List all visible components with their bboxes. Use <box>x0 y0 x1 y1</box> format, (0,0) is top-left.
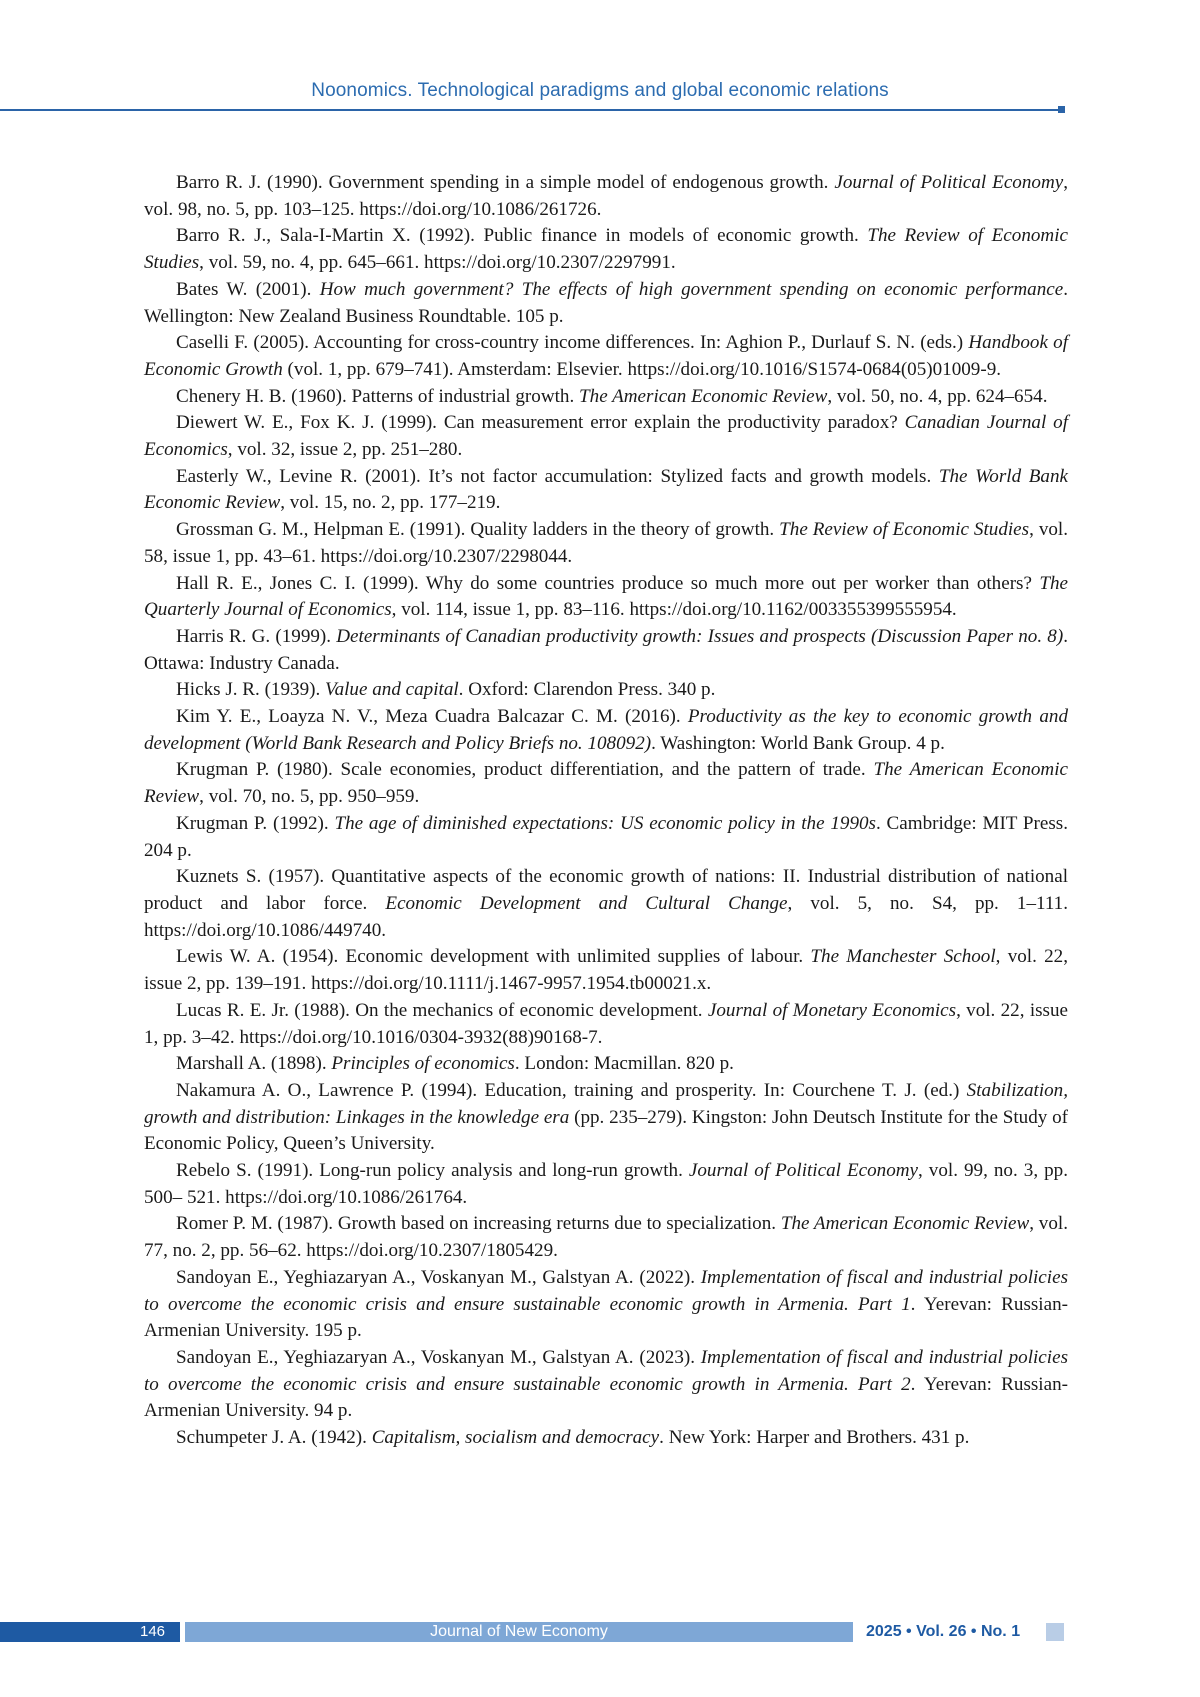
reference-entry <box>144 624 1068 677</box>
reference-text: . London: Macmillan. 820 p. <box>515 1053 734 1074</box>
reference-source-title: Value and capital <box>325 679 459 700</box>
reference-text: Schumpeter J. A. (1942). <box>176 1427 372 1448</box>
reference-entry <box>144 330 1068 383</box>
reference-list <box>144 170 1068 1452</box>
reference-text: , vol. 114, issue 1, pp. 83–116. https://doi.org/10.1162/003355399555954. <box>392 599 957 620</box>
reference-source-title: Determinants of Canadian productivity growth: Issues and prospects (Discussion Paper no. 8) <box>336 626 1063 647</box>
reference-source-title: Stabilization, growth and distribution: Linkages in the knowledge era <box>144 1080 1068 1128</box>
reference-entry <box>144 1078 1068 1158</box>
reference-text: Krugman P. (1992). <box>176 813 334 834</box>
reference-text: , vol. 59, no. 4, pp. 645–661. https://doi.org/10.2307/2297991. <box>199 252 675 273</box>
reference-entry <box>144 704 1068 757</box>
reference-source-title: The American Economic Review <box>144 759 1068 807</box>
reference-entry <box>144 864 1068 944</box>
reference-text: Hicks J. R. (1939). <box>176 679 325 700</box>
reference-source-title: The Review of Economic Studies <box>144 225 1068 273</box>
running-header-title: Noonomics. Technological paradigms and global economic relations <box>0 80 1200 102</box>
reference-entry <box>144 223 1068 276</box>
header-rule <box>0 109 1060 111</box>
header-rule-end-marker <box>1058 106 1065 113</box>
reference-text: Romer P. M. (1987). Growth based on increasing returns due to specialization. <box>176 1213 781 1234</box>
reference-text: Grossman G. M., Helpman E. (1991). Quality ladders in the theory of growth. <box>176 519 779 540</box>
reference-entry <box>144 1425 1068 1452</box>
reference-entry <box>144 517 1068 570</box>
reference-text: . Cambridge: MIT Press. 204 p. <box>144 813 1068 861</box>
reference-entry <box>144 170 1068 223</box>
reference-text: , vol. 32, issue 2, pp. 251–280. <box>228 439 462 460</box>
reference-entry <box>144 384 1068 411</box>
reference-text: . New York: Harper and Brothers. 431 p. <box>659 1427 969 1448</box>
reference-source-title: Principles of economics <box>331 1053 514 1074</box>
reference-text: , vol. 58, issue 1, pp. 43–61. https://doi.org/10.2307/2298044. <box>144 519 1068 567</box>
reference-text: . Washington: World Bank Group. 4 p. <box>651 733 945 754</box>
reference-source-title: Journal of Political Economy <box>689 1160 918 1181</box>
reference-entry <box>144 410 1068 463</box>
reference-entry <box>144 1051 1068 1078</box>
reference-text: Kuznets S. (1957). Quantitative aspects of the economic growth of nations: II. Industrial distribution of national product and labor force. <box>144 866 1068 914</box>
reference-text: Caselli F. (2005). Accounting for cross-country income differences. In: Aghion P., Durlauf S. N. (eds.) <box>176 332 968 353</box>
reference-entry <box>144 944 1068 997</box>
reference-source-title: Journal of Political Economy <box>834 172 1063 193</box>
reference-entry <box>144 571 1068 624</box>
reference-entry <box>144 757 1068 810</box>
reference-source-title: The Manchester School <box>810 946 995 967</box>
reference-text: , vol. 99, no. 3, pp. 500– 521. https://doi.org/10.1086/261764. <box>144 1160 1068 1208</box>
reference-source-title: Canadian Journal of Economics <box>144 412 1068 460</box>
page-number: 146 <box>140 1622 180 1642</box>
reference-text: . Oxford: Clarendon Press. 340 p. <box>459 679 716 700</box>
reference-text: Harris R. G. (1999). <box>176 626 336 647</box>
reference-source-title: The American Economic Review <box>781 1213 1029 1234</box>
reference-source-title: Journal of Monetary Economics <box>708 1000 956 1021</box>
reference-text: Marshall A. (1898). <box>176 1053 331 1074</box>
reference-source-title: Economic Development and Cultural Change <box>385 893 787 914</box>
reference-entry <box>144 1265 1068 1345</box>
reference-source-title: The Quarterly Journal of Economics <box>144 573 1068 621</box>
reference-text: Krugman P. (1980). Scale economies, product differentiation, and the pattern of trade. <box>176 759 873 780</box>
reference-entry <box>144 1211 1068 1264</box>
reference-text: , vol. 77, no. 2, pp. 56–62. https://doi.org/10.2307/1805429. <box>144 1213 1068 1261</box>
reference-text: Sandoyan E., Yeghiazaryan A., Voskanyan M., Galstyan A. (2023). <box>176 1347 701 1368</box>
reference-text: Barro R. J. (1990). Government spending in a simple model of endogenous growth. <box>176 172 834 193</box>
reference-source-title: The Review of Economic Studies <box>779 519 1029 540</box>
reference-text: , vol. 5, no. S4, pp. 1–111. https://doi.org/10.1086/449740. <box>144 893 1068 941</box>
reference-text: Nakamura A. O., Lawrence P. (1994). Education, training and prosperity. In: Courchene T. J. (ed.) <box>176 1080 967 1101</box>
footer-end-square <box>1046 1623 1064 1641</box>
reference-text: , vol. 70, no. 5, pp. 950–959. <box>199 786 419 807</box>
reference-source-title: The age of diminished expectations: US economic policy in the 1990s <box>334 813 876 834</box>
reference-text: , vol. 50, no. 4, pp. 624–654. <box>827 386 1047 407</box>
reference-source-title: Handbook of Economic Growth <box>144 332 1068 380</box>
reference-entry <box>144 464 1068 517</box>
reference-entry <box>144 1345 1068 1425</box>
reference-source-title: Capitalism, socialism and democracy <box>372 1427 659 1448</box>
issue-info: 2025 • Vol. 26 • No. 1 <box>866 1622 1036 1642</box>
reference-entry <box>144 277 1068 330</box>
reference-text: Easterly W., Levine R. (2001). It’s not factor accumulation: Stylized facts and growth models. <box>176 466 939 487</box>
reference-text: Sandoyan E., Yeghiazaryan A., Voskanyan M., Galstyan A. (2022). <box>176 1267 701 1288</box>
reference-text: . Yerevan: Russian-Armenian University. 94 p. <box>144 1374 1068 1422</box>
reference-source-title: Productivity as the key to economic growth and development (World Bank Research and Policy Briefs no. 108092) <box>144 706 1068 754</box>
reference-source-title: Implementation of fiscal and industrial policies to overcome the economic crisis and ensure sustainable economic growth in Armenia. Part 1 <box>144 1267 1068 1315</box>
reference-text: Kim Y. E., Loayza N. V., Meza Cuadra Balcazar C. M. (2016). <box>176 706 688 727</box>
reference-text: , vol. 98, no. 5, pp. 103–125. https://doi.org/10.1086/261726. <box>144 172 1068 220</box>
reference-text: Lucas R. E. Jr. (1988). On the mechanics of economic development. <box>176 1000 708 1021</box>
reference-text: Bates W. (2001). <box>176 279 320 300</box>
reference-text: . Ottawa: Industry Canada. <box>144 626 1068 674</box>
reference-text: . Yerevan: Russian-Armenian University. 195 p. <box>144 1294 1068 1342</box>
reference-text: (pp. 235–279). Kingston: John Deutsch Institute for the Study of Economic Policy, Queen’s University. <box>144 1107 1068 1155</box>
page-footer <box>0 1622 1200 1642</box>
reference-entry <box>144 677 1068 704</box>
reference-text: Rebelo S. (1991). Long-run policy analysis and long-run growth. <box>176 1160 689 1181</box>
reference-entry <box>144 811 1068 864</box>
reference-text: Hall R. E., Jones C. I. (1999). Why do some countries produce so much more out per worker than others? <box>176 573 1039 594</box>
reference-text: (vol. 1, pp. 679–741). Amsterdam: Elsevier. https://doi.org/10.1016/S1574-0684(05)01009-9. <box>283 359 1001 380</box>
reference-source-title: Implementation of fiscal and industrial policies to overcome the economic crisis and ensure sustainable economic growth in Armenia. Part 2 <box>144 1347 1068 1395</box>
reference-text: , vol. 15, no. 2, pp. 177–219. <box>280 492 500 513</box>
reference-text: Barro R. J., Sala-I-Martin X. (1992). Public finance in models of economic growth. <box>176 225 867 246</box>
reference-text: , vol. 22, issue 2, pp. 139–191. https://doi.org/10.1111/j.1467-9957.1954.tb00021.x. <box>144 946 1068 994</box>
reference-entry <box>144 998 1068 1051</box>
journal-name: Journal of New Economy <box>185 1622 853 1642</box>
reference-text: Lewis W. A. (1954). Economic development with unlimited supplies of labour. <box>176 946 810 967</box>
reference-text: , vol. 22, issue 1, pp. 3–42. https://doi.org/10.1016/0304-3932(88)90168-7. <box>144 1000 1068 1048</box>
reference-source-title: How much government? The effects of high government spending on economic performance <box>320 279 1064 300</box>
reference-source-title: The World Bank Economic Review <box>144 466 1068 514</box>
reference-source-title: The American Economic Review <box>579 386 827 407</box>
reference-text: Diewert W. E., Fox K. J. (1999). Can measurement error explain the productivity paradox? <box>176 412 905 433</box>
reference-text: Chenery H. B. (1960). Patterns of industrial growth. <box>176 386 579 407</box>
reference-entry <box>144 1158 1068 1211</box>
reference-text: . Wellington: New Zealand Business Roundtable. 105 p. <box>144 279 1068 327</box>
